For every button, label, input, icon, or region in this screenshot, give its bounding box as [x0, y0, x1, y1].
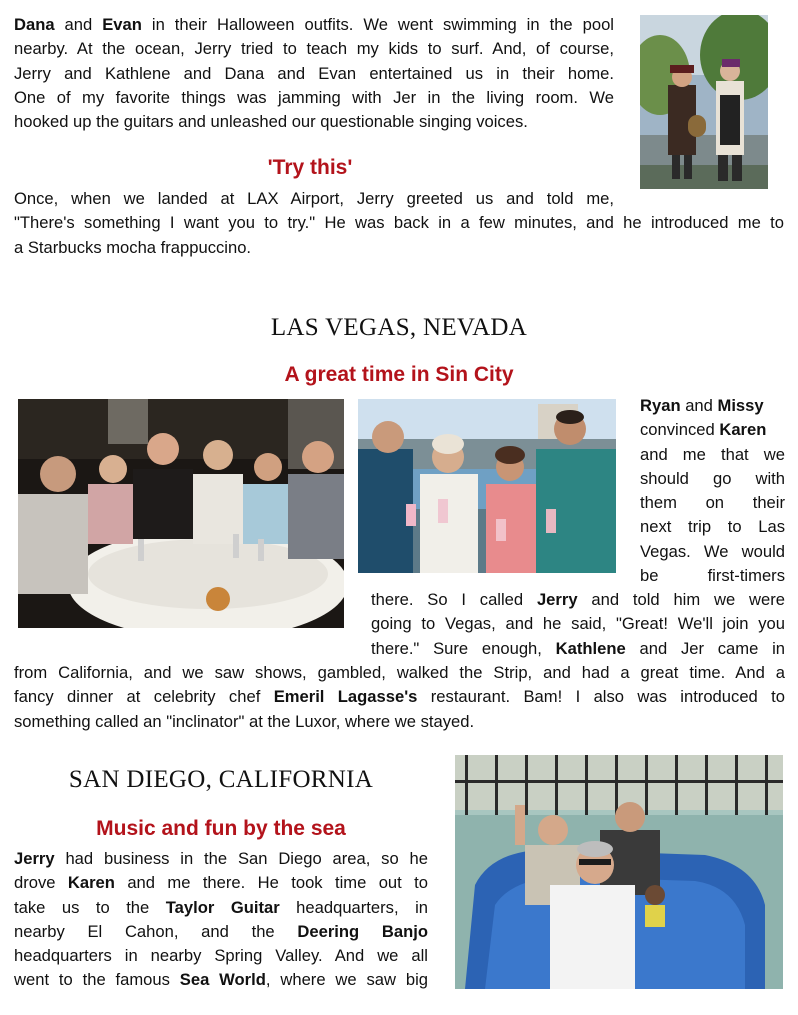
text-run: had business in the San Diego area, so he	[54, 849, 428, 868]
text-run: hooked up the guitars and unleashed our questionable singing voices.	[14, 112, 528, 132]
text-run: and	[680, 396, 718, 415]
text-run: convinced	[640, 420, 720, 440]
try-this-heading: 'Try this'	[267, 156, 353, 179]
bold-name: Evan	[102, 15, 142, 34]
vegas-side-column	[640, 394, 785, 588]
text-run: in their Halloween outfits. We went swimming in the pool	[141, 15, 614, 34]
text-run: from California, and we saw shows, gambled, walked the Strip, and had a great time. And a	[14, 663, 785, 682]
text-run: and me that we	[640, 444, 785, 464]
text-line	[14, 13, 614, 37]
bold-name: Emeril Lagasse's	[273, 687, 418, 707]
text-line	[640, 515, 785, 539]
text-run: headquarters, in	[279, 897, 428, 917]
text-line	[14, 847, 428, 871]
text-line	[14, 236, 784, 260]
text-run: and	[54, 15, 103, 34]
text-run: should go with	[640, 468, 785, 488]
bold-name: Missy	[717, 396, 764, 415]
text-run: next trip to Las	[640, 517, 785, 537]
text-line	[14, 110, 614, 134]
text-run: restaurant. Bam! I also was introduced to	[417, 687, 785, 707]
text-line	[640, 491, 785, 515]
bold-name: Deering Banjo	[297, 921, 428, 941]
las-vegas-title: LAS VEGAS, NEVADA	[270, 314, 528, 341]
bold-name: Karen	[719, 420, 767, 440]
text-line	[640, 467, 785, 491]
text-run: , where we saw big	[265, 970, 428, 990]
bold-name: Kathlene	[555, 638, 626, 658]
bold-name: Taylor Guitar	[165, 897, 280, 917]
restaurant-dinner-photo	[18, 399, 344, 628]
text-line	[14, 62, 614, 86]
text-line	[371, 637, 785, 661]
bold-name: Karen	[67, 873, 115, 893]
text-run: them on their	[640, 493, 785, 513]
text-line	[14, 710, 785, 734]
poolside-group-photo	[358, 399, 616, 573]
san-diego-paragraph	[14, 847, 428, 993]
text-run: and told him we were	[577, 590, 785, 609]
text-run: there." Sure enough,	[371, 638, 556, 658]
bold-name: Sea World	[179, 970, 266, 990]
text-line	[14, 871, 428, 895]
text-run: a Starbucks mocha frappuccino.	[14, 237, 252, 257]
halloween-photo	[640, 15, 768, 189]
text-line	[371, 612, 785, 636]
text-line	[640, 418, 785, 442]
try-this-paragraph	[14, 187, 784, 260]
text-line	[14, 86, 614, 110]
bold-name: Jerry	[14, 849, 55, 868]
text-run: drove	[14, 873, 68, 893]
text-run: Jerry and Kathlene and Dana and Evan entertained us in their home.	[14, 63, 614, 83]
text-run: headquarters in nearby Spring Valley. And we all	[14, 946, 428, 966]
text-line	[14, 968, 428, 992]
text-run: nearby. At the ocean, Jerry tried to teach my kids to surf. And, of course,	[14, 39, 614, 59]
text-run: fancy dinner at celebrity chef	[14, 687, 274, 707]
text-line	[371, 588, 785, 612]
vegas-full-paragraph	[14, 661, 785, 734]
text-line	[14, 37, 614, 61]
text-run: something called an "inclinator" at the Luxor, where we stayed.	[14, 711, 475, 731]
text-run: and me there. He took time out to	[114, 873, 428, 893]
text-run: Vegas. We would	[640, 541, 785, 561]
sin-city-heading: A great time in Sin City	[284, 363, 514, 386]
bold-name: Ryan	[640, 396, 681, 415]
text-line	[640, 443, 785, 467]
sea-heading: Music and fun by the sea	[96, 817, 346, 840]
bold-name: Jerry	[536, 590, 578, 609]
text-line	[14, 944, 428, 968]
text-run: went to the famous	[14, 970, 180, 990]
text-line	[14, 685, 785, 709]
text-line	[14, 211, 784, 235]
text-run: and Jer came in	[625, 638, 785, 658]
text-run: nearby El Cahon, and the	[14, 921, 298, 941]
bold-name: Dana	[14, 15, 55, 34]
text-run: be first-timers	[640, 566, 785, 586]
water-ride-photo	[455, 755, 783, 989]
text-run: "There's something I want you to try." He was back in a few minutes, and he introduced me to	[14, 213, 784, 233]
text-line	[640, 394, 785, 418]
text-line	[14, 896, 428, 920]
text-line	[14, 920, 428, 944]
text-line	[640, 540, 785, 564]
text-run: One of my favorite things was jamming with Jer in the living room. We	[14, 87, 614, 107]
text-line	[640, 564, 785, 588]
text-run: going to Vegas, and he said, "Great! We'll join you	[371, 614, 785, 634]
text-line	[14, 187, 614, 211]
vegas-mid-column	[371, 588, 785, 661]
san-diego-title: SAN DIEGO, CALIFORNIA	[68, 766, 374, 793]
intro-paragraph	[14, 13, 614, 134]
text-run: Once, when we landed at LAX Airport, Jerry greeted us and told me,	[14, 189, 614, 208]
text-line	[14, 661, 785, 685]
text-run: there. So I called	[371, 590, 537, 609]
text-run: take us to the	[14, 897, 166, 917]
